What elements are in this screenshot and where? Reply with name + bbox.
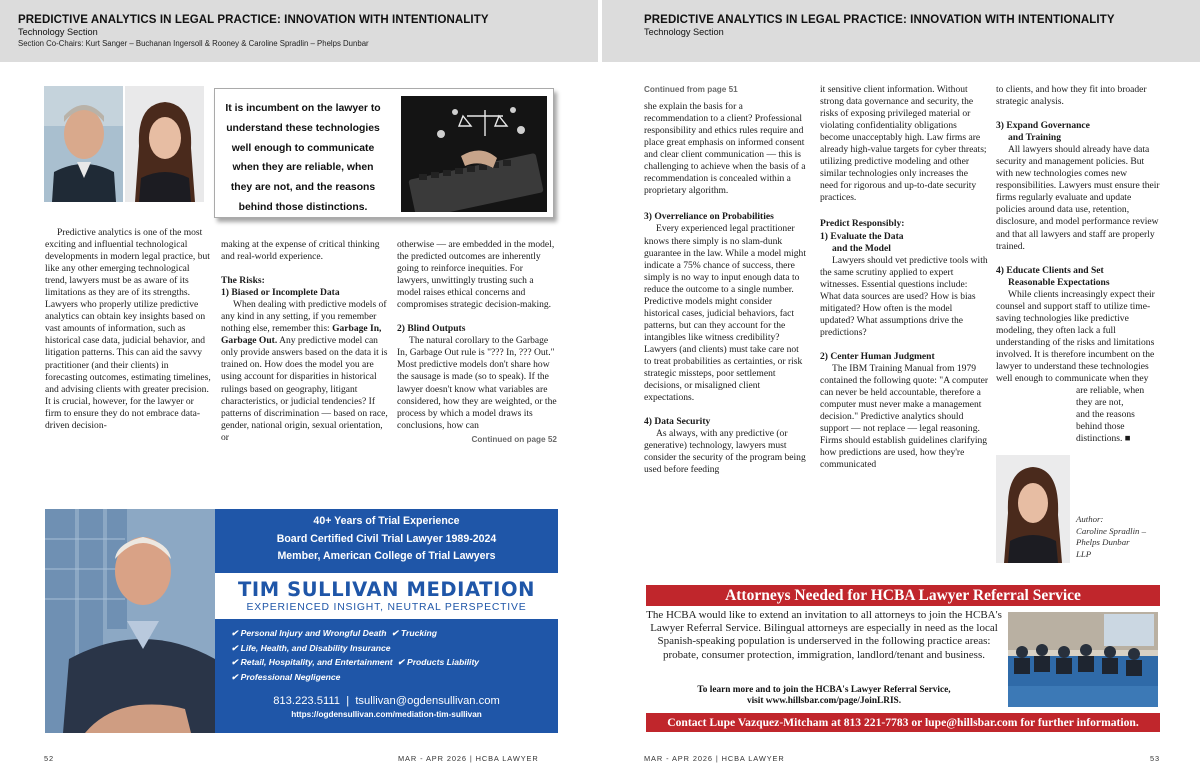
right-column-1 <box>644 84 808 476</box>
ad-credential-3: Member, American College of Trial Lawyers <box>277 550 496 562</box>
author-label: Author: <box>1076 514 1104 524</box>
left-issue-label: MAR - APR 2026 | HCBA LAWYER <box>398 754 539 763</box>
article-title: PREDICTIVE ANALYTICS IN LEGAL PRACTICE: INNOVATION WITH INTENTIONALITY <box>18 14 489 26</box>
c2-intro: it sensitive client information. Without strong data governance and security, the risks of exposing privileged material or violating confidentiality obligations become unacceptably high. Law firms are already high-value targets for cyber threats; utilizing predictive modeling and other similar technologies only increases the need for rigorous and up-to-date security practices. <box>820 84 987 204</box>
left-page <box>0 0 598 776</box>
left-column-1 <box>45 227 211 432</box>
ad-contact: 813.223.5111 | tsullivan@ogdensullivan.com https://ogdensullivan.com/mediation-tim-sullivan <box>215 695 558 719</box>
lrs-more-link[interactable]: visit www.hillsbar.com/page/JoinLRIS. <box>746 696 902 707</box>
predict3-heading-line2: and Training <box>1008 132 1061 144</box>
check-icon: ✔ <box>397 657 407 668</box>
garbage-in-phrase: Garbage In, Garbage Out. <box>221 323 382 347</box>
check-icon: ✔ <box>231 628 241 638</box>
service-item: Trucking <box>400 628 438 638</box>
author-firm-suffix: LLP <box>1076 548 1092 559</box>
check-icon: ✔ <box>391 628 401 638</box>
risk3-text: Every experienced legal practitioner knows there simply is no slam-dunk guarantee in the law. While a model might indicate a 75% chance of success, there simply is no way to input enough data to reduce the outcome to a single number. Predictive models might consider historical cases, judicial behaviors, fact patterns, but can they account for the intangibles like witness credibility? Lawyers (and clients) must take care not to treat probabilities as certainties, or risk strategic missteps, poor settlement decisions, or misaligned client expectations. <box>644 223 806 404</box>
predict-heading: Predict Responsibly: <box>820 218 905 230</box>
risk1-heading: 1) Biased or Incomplete Data <box>221 287 340 299</box>
predict4-text: While clients increasingly expect their counsel and support staff to utilize time-saving technologies like predictive modeling, they often lack a full understanding of the risks and limitations involved. It is therefore incumbent on the lawyer to understand these technologies well enough to communicate when they <box>996 288 1155 385</box>
predict2-text: The IBM Training Manual from 1979 contained the following quote: "A computer can never be held accountable, therefore a computer must never make a management decision." Predictive analytics should support — not replace — legal reasoning. Firms should establish guidelines clarifying how predictions are used, how they're communicated <box>820 362 989 471</box>
tim-sullivan-ad <box>45 509 558 733</box>
predict3-text: All lawyers should already have data security and management policies. But with new technologies comes new responsibilities. Lawyers must ensure their firms regularly evaluate and update policies around data use, retention, disclosure, and model performance review and that all lawyers and staff are properly trained. <box>996 144 1160 252</box>
right-page-number: 53 <box>1150 754 1161 763</box>
caroline-spradlin-photo <box>125 86 204 202</box>
right-header <box>644 14 1115 37</box>
ad-credentials <box>215 509 558 579</box>
risk3-heading: 3) Overreliance on Probabilities <box>644 211 774 223</box>
right-page <box>602 0 1200 776</box>
predict3-heading-line1: 3) Expand Governance <box>996 120 1090 132</box>
risk2-text: The natural corollary to the Garbage In, Garbage Out rule is "??? In, ??? Out." Most predictive models don't share how the sausage is made (so to speak). If the lawyer doesn't know what variables are considered, how they are weighted, or the process by which a model draws its conclusions, how can <box>397 335 557 431</box>
wrap-line: distinctions. ■ <box>1076 433 1131 445</box>
lrs-body: The HCBA would like to extend an invitation to all attorneys to join the HCBA's Lawyer Referral Service. Bilingual attorneys are especially in need as the local Spanish-speaking population is underserved in the following practice areas: probate, consumer protection, immigration, landlord/tenant and business. <box>646 609 1002 661</box>
ad-firm-name: TIM SULLIVAN MEDIATION <box>237 578 536 601</box>
intro-paragraph: Predictive analytics is one of the most exciting and influential technological developments in modern legal practice, but like any other emerging technological trend, lawyers must be as aware of its limitations as they are of its strengths. Lawyers who properly utilize predictive analytics can obtain key insights based on vast amounts of information, such as historical case data, judicial behavior, and litigation patterns. This can aid the savvy practitioner (and their clients) in forecasting outcomes, estimating timelines, and advising clients with greater precision. It is crucial, however, for the lawyer or firm to ensure they do not embrace data-driven decision- <box>45 227 211 431</box>
risk2-heading: 2) Blind Outputs <box>397 323 466 335</box>
ad-blue-panel <box>215 509 558 733</box>
predict4-heading-line1: 4) Educate Clients and Set <box>996 264 1104 276</box>
ad-name-band <box>215 573 558 619</box>
check-icon: ✔ <box>231 671 241 682</box>
ad-phone[interactable]: 813.223.5111 <box>273 695 340 707</box>
left-page-number: 52 <box>44 754 55 763</box>
check-icon: ✔ <box>231 657 241 668</box>
author-firm: Phelps Dunbar <box>1076 537 1130 548</box>
keyboard-justice-image <box>401 96 547 212</box>
ad-credential-2: Board Certified Civil Trial Lawyer 1989-2024 <box>276 532 497 545</box>
right-column-3 <box>996 84 1160 445</box>
lrs-title: Attorneys Needed for HCBA Lawyer Referral Service <box>646 585 1160 606</box>
predict1-heading-line1: 1) Evaluate the Data <box>820 230 904 242</box>
service-item: Retail, Hospitality, and Entertainment <box>240 657 393 668</box>
author-credit <box>1076 514 1146 560</box>
kurt-sanger-photo <box>44 86 123 202</box>
section-name: Technology Section <box>644 27 724 37</box>
risk1-text-after: Any predictive model can only provide answers based on the data it is trained on. How does the model you are using account for disparities in historical rulings based on geography, litigant characteristics, or judicial tendencies? If patterns of discrimination — based on race, gender, national origin, sexual orientation, or <box>221 335 388 443</box>
check-icon: ✔ <box>231 642 241 653</box>
wrap-line: they are not, <box>1076 397 1124 409</box>
ad-url[interactable]: https://ogdensullivan.com/mediation-tim-sullivan <box>291 710 482 719</box>
lrs-contact[interactable]: Contact Lupe Vazquez-Mitcham at 813 221-7783 or lupe@hillsbar.com for further information. <box>646 713 1160 732</box>
wrap-line: behind those <box>1076 421 1125 433</box>
article-title: PREDICTIVE ANALYTICS IN LEGAL PRACTICE: INNOVATION WITH INTENTIONALITY <box>644 14 1115 26</box>
service-item: Life, Health, and Disability Insurance <box>240 642 391 653</box>
pull-quote-box <box>214 88 554 218</box>
section-name: Technology Section <box>18 27 98 37</box>
predict4-heading-line2: Reasonable Expectations <box>1008 276 1110 288</box>
continued-on-link[interactable]: Continued on page 52 <box>471 434 557 444</box>
right-column-2 <box>820 84 988 471</box>
ad-portrait <box>45 509 221 733</box>
risk1-text <box>221 299 389 444</box>
ad-credential-1: 40+ Years of Trial Experience <box>313 515 460 527</box>
lawyer-referral-ad <box>646 585 1160 733</box>
predict3-heading <box>996 120 1160 144</box>
continued-from-link[interactable]: Continued from page 51 <box>644 85 738 94</box>
right-issue-label: MAR - APR 2026 | HCBA LAWYER <box>644 754 785 763</box>
left-column-2 <box>221 239 389 444</box>
risk1-text-before: When dealing with predictive models of any kind in any setting, if you remember nothing else, remember this: <box>221 299 387 335</box>
risk4-heading: 4) Data Security <box>644 416 711 428</box>
predict1-heading-line2: and the Model <box>832 242 891 254</box>
col2-intro: making at the expense of critical thinking and real-world experience. <box>221 239 380 263</box>
lrs-more-info <box>646 685 1002 708</box>
lrs-meeting-photo <box>1008 612 1158 707</box>
section-chairs: Section Co-Chairs: Kurt Sanger – Buchanan Ingersoll & Rooney & Caroline Spradlin – Phelps Dunbar <box>18 39 369 48</box>
wrap-line: are reliable, when <box>1076 385 1145 397</box>
service-item: Personal Injury and Wrongful Death <box>240 628 387 638</box>
risks-heading: The Risks: <box>221 275 265 287</box>
author-name: Caroline Spradlin – <box>1076 525 1147 536</box>
predict2-heading: 2) Center Human Judgment <box>820 350 935 362</box>
service-item: Products Liability <box>406 657 480 668</box>
author-photo <box>996 455 1070 563</box>
ad-email[interactable]: tsullivan@ogdensullivan.com <box>355 695 500 707</box>
left-header <box>18 14 489 48</box>
ad-tagline: EXPERIENCED INSIGHT, NEUTRAL PERSPECTIVE <box>246 602 527 613</box>
predict4-heading <box>996 265 1160 289</box>
col3-intro: otherwise — are embedded in the model, the predicted outcomes are inherently going to reinforce inequities. For lawyers, unwittingly trusting such a model raises ethical concerns and compromises strategic decision-making. <box>397 239 555 311</box>
risk4-text: As always, with any predictive (or generative) technology, lawyers must consider the security of the program being used before feeding <box>644 428 806 476</box>
pull-quote-text: It is incumbent on the lawyer to understand these technologies well enough to communicate when they are reliable, when they are not, and the reasons behind those distinctions. <box>225 103 381 213</box>
c3-intro: to clients, and how they fit into broader strategic analysis. <box>996 84 1147 108</box>
ad-services-list <box>231 626 551 684</box>
c1-intro: she explain the basis for a recommendation to a client? Professional responsibility and ethics rules require and place great emphasis on informed consent and clear client communication — this is challenging to achieve when the basis of a recommendation is concealed within a proprietary algorithm. <box>644 101 806 197</box>
predict4-wrap-text <box>996 385 1160 445</box>
lrs-more-line1: To learn more and to join the HCBA's Lawyer Referral Service, <box>697 685 951 695</box>
predict1-heading <box>820 231 988 255</box>
wrap-line: and the reasons <box>1076 409 1135 421</box>
predict1-text: Lawyers should vet predictive tools with the same scrutiny applied to expert witnesses. Essential questions include: What data sources are used? How is bias mitigated? How often is the model updated? What assumptions drive the predictions? <box>820 254 988 338</box>
service-item: Professional Negligence <box>240 671 341 682</box>
left-column-3 <box>397 239 557 446</box>
